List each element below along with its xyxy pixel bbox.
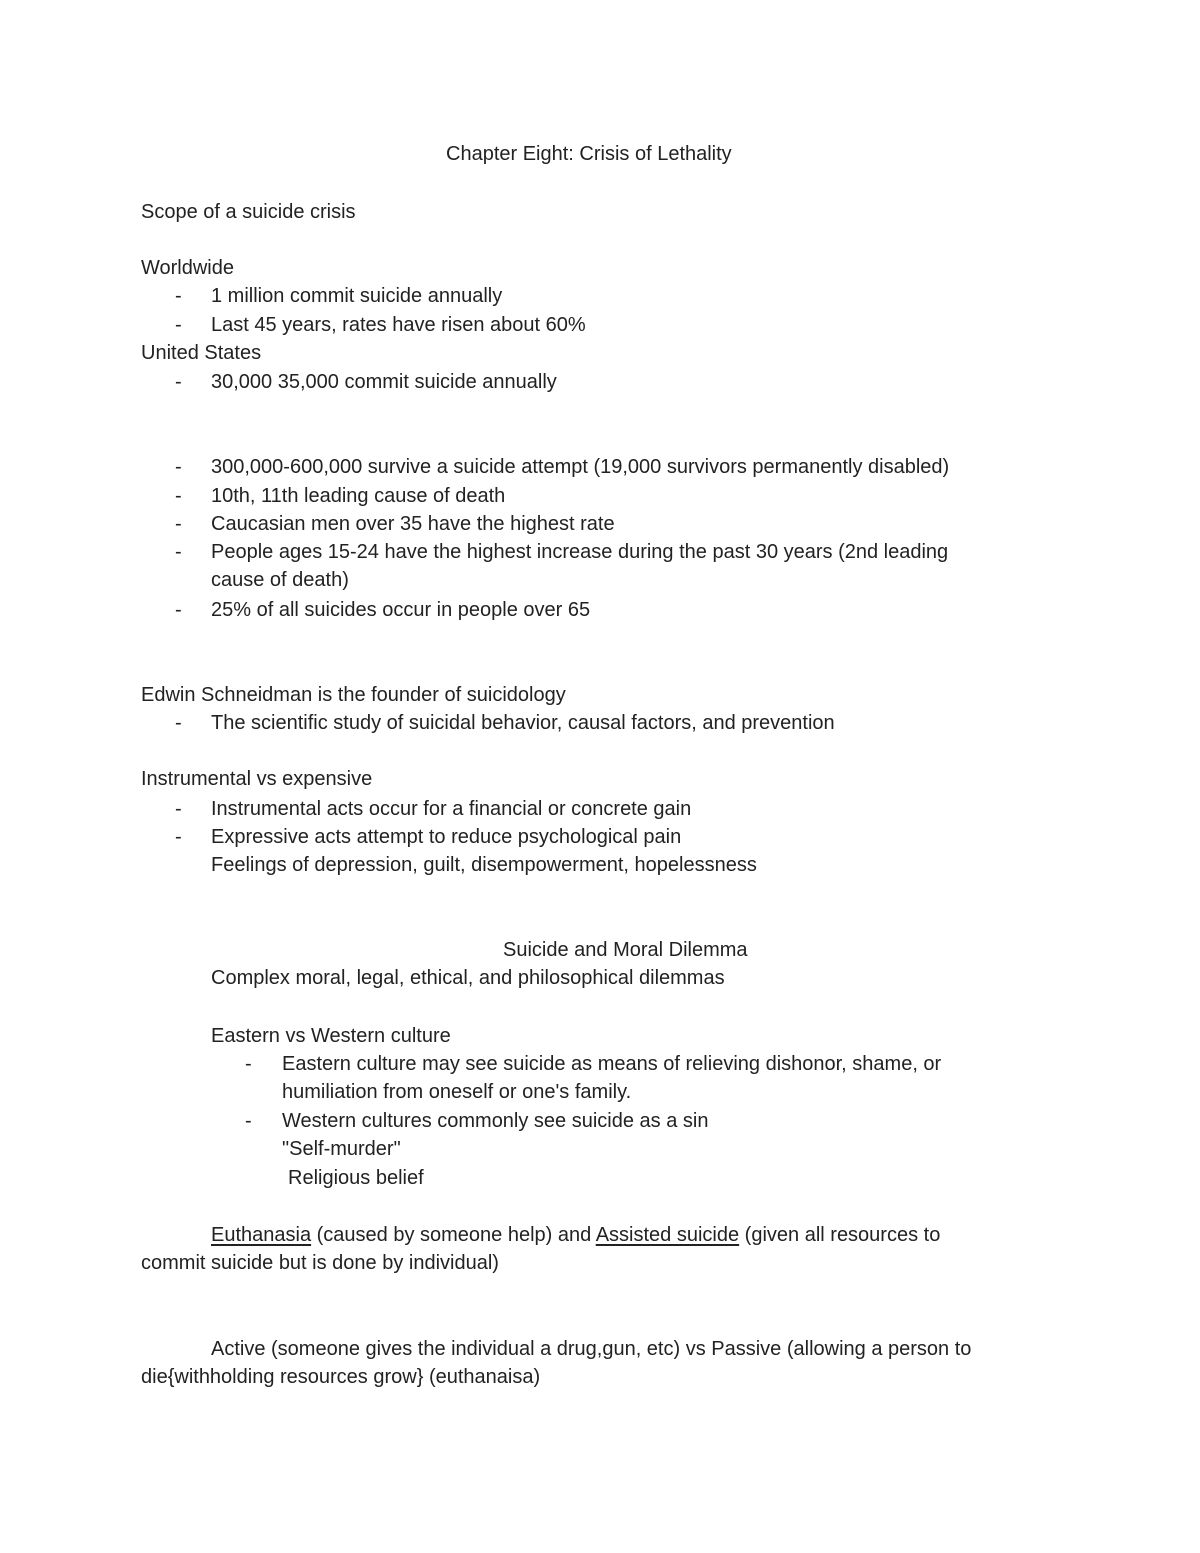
bullet-dash: - bbox=[245, 1053, 252, 1075]
bullet-dash: - bbox=[175, 712, 182, 734]
bullet-dash: - bbox=[175, 371, 182, 393]
bullet-dash: - bbox=[175, 314, 182, 336]
active-passive-line-continuation: die{withholding resources grow} (euthanaisa) bbox=[141, 1366, 541, 1388]
instrumental-heading: Instrumental vs expensive bbox=[141, 768, 373, 790]
list-item: Western cultures commonly see suicide as a sin bbox=[282, 1110, 709, 1132]
schneidman-heading: Edwin Schneidman is the founder of suicidology bbox=[141, 684, 566, 706]
bullet-dash: - bbox=[175, 285, 182, 307]
list-item: 1 million commit suicide annually bbox=[211, 285, 503, 307]
euthanasia-text: (caused by someone help) and bbox=[311, 1224, 596, 1246]
bullet-dash: - bbox=[245, 1110, 252, 1132]
list-item: 10th, 11th leading cause of death bbox=[211, 485, 506, 507]
list-item: Expressive acts attempt to reduce psychological pain bbox=[211, 826, 682, 848]
bullet-dash: - bbox=[175, 798, 182, 820]
list-item: The scientific study of suicidal behavior, causal factors, and prevention bbox=[211, 712, 835, 734]
bullet-dash: - bbox=[175, 541, 182, 563]
assisted-suicide-term: Assisted suicide bbox=[595, 1224, 740, 1246]
list-item: 25% of all suicides occur in people over 65 bbox=[211, 599, 591, 621]
list-item: Caucasian men over 35 have the highest rate bbox=[211, 513, 615, 535]
bullet-dash: - bbox=[175, 513, 182, 535]
religious-belief: Religious belief bbox=[288, 1167, 424, 1189]
bullet-dash: - bbox=[175, 456, 182, 478]
list-item-continuation: cause of death) bbox=[211, 569, 349, 591]
moral-dilemma-heading: Suicide and Moral Dilemma bbox=[503, 939, 748, 961]
scope-heading: Scope of a suicide crisis bbox=[141, 201, 356, 223]
list-item: Eastern culture may see suicide as means of relieving dishonor, shame, or bbox=[282, 1053, 942, 1075]
list-item: 30,000 35,000 commit suicide annually bbox=[211, 371, 557, 393]
euthanasia-line-continuation: commit suicide but is done by individual) bbox=[141, 1252, 499, 1274]
list-item: People ages 15-24 have the highest increase during the past 30 years (2nd leading bbox=[211, 541, 949, 563]
list-item: Last 45 years, rates have risen about 60% bbox=[211, 314, 586, 336]
active-passive-line: Active (someone gives the individual a drug,gun, etc) vs Passive (allowing a person to bbox=[211, 1338, 972, 1360]
page-title: Chapter Eight: Crisis of Lethality bbox=[446, 143, 732, 165]
list-item-continuation: Feelings of depression, guilt, disempowerment, hopelessness bbox=[211, 854, 757, 876]
bullet-dash: - bbox=[175, 826, 182, 848]
assisted-suicide-text: (given all resources to bbox=[739, 1224, 941, 1246]
bullet-dash: - bbox=[175, 485, 182, 507]
list-item: Instrumental acts occur for a financial or concrete gain bbox=[211, 798, 692, 820]
euthanasia-line bbox=[211, 1223, 940, 1247]
list-item: 300,000-600,000 survive a suicide attempt (19,000 survivors permanently disabled) bbox=[211, 456, 950, 478]
self-murder-quote: "Self-murder" bbox=[282, 1138, 401, 1160]
euthanasia-term: Euthanasia bbox=[211, 1224, 312, 1246]
worldwide-label: Worldwide bbox=[141, 257, 234, 279]
moral-dilemma-subtext: Complex moral, legal, ethical, and philosophical dilemmas bbox=[211, 967, 725, 989]
culture-heading: Eastern vs Western culture bbox=[211, 1025, 451, 1047]
united-states-label: United States bbox=[141, 342, 262, 364]
list-item-continuation: humiliation from oneself or one's family. bbox=[282, 1081, 632, 1103]
bullet-dash: - bbox=[175, 599, 182, 621]
